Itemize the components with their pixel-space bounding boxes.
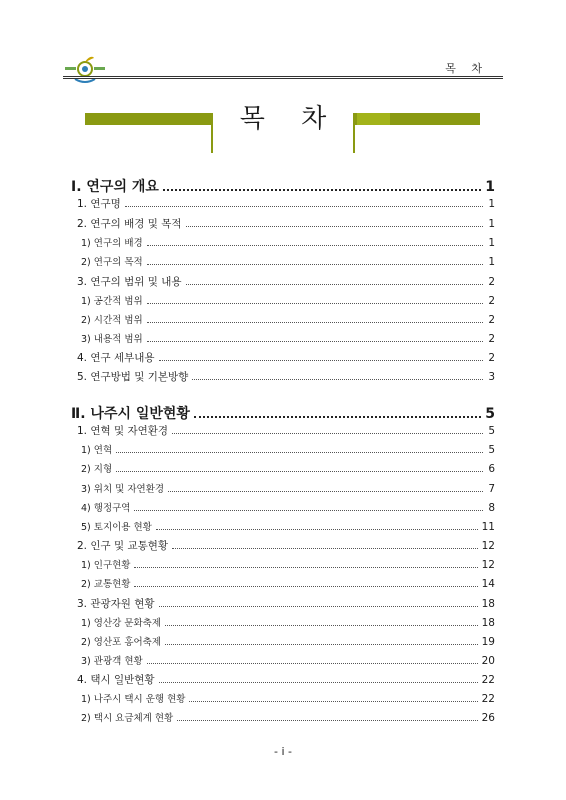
toc-leader-dots [159, 606, 478, 607]
toc-subsection[interactable] [71, 653, 495, 669]
header-rule [63, 76, 503, 77]
header-label: 목 차 [445, 62, 488, 75]
toc-entry-label: 1. 연혁 및 자연환경 [77, 425, 169, 437]
toc-entry-page: 14 [481, 578, 495, 590]
toc-entry-page: 1 [488, 198, 495, 210]
toc-entry-label: 2) 교통현황 [81, 579, 131, 590]
toc-entry-label: 3) 관광객 현황 [81, 656, 143, 667]
toc-leader-dots [172, 433, 483, 434]
toc-leader-dots [186, 226, 483, 227]
toc-subsection[interactable] [71, 500, 495, 516]
toc-chapter[interactable] [71, 176, 495, 195]
toc-subsection[interactable] [71, 442, 495, 458]
toc-leader-dots [159, 682, 478, 683]
city-logo-icon [63, 52, 109, 88]
toc-leader-dots [165, 625, 478, 626]
toc-entry-label: 2. 연구의 배경 및 목적 [77, 218, 182, 230]
toc-leader-dots [116, 471, 483, 472]
toc-entry-page: 7 [488, 483, 495, 495]
toc-entry-page: 2 [488, 314, 495, 326]
toc-leader-dots [134, 586, 477, 587]
toc-section[interactable] [71, 216, 495, 232]
toc-entry-label: 2) 영산포 홍어축제 [81, 637, 162, 648]
toc-entry-page: 5 [485, 406, 495, 422]
toc-entry-page: 26 [481, 712, 495, 724]
toc-leader-dots [134, 567, 477, 568]
toc-entry-label: 2) 지형 [81, 464, 113, 475]
toc-entry-label: Ⅰ. 연구의 개요 [71, 179, 159, 195]
toc-section[interactable] [71, 596, 495, 612]
toc-entry-label: 1) 연구의 배경 [81, 238, 143, 249]
toc-leader-dots [194, 416, 481, 418]
toc-entry-label: Ⅱ. 나주시 일반현황 [71, 406, 190, 422]
toc-subsection[interactable] [71, 331, 495, 347]
toc-entry-page: 2 [488, 295, 495, 307]
toc-entry-label: 1. 연구명 [77, 198, 121, 210]
title-bar-right-edge [353, 113, 355, 153]
toc-entry-page: 20 [481, 655, 495, 667]
toc-entry-label: 2) 연구의 목적 [81, 257, 143, 268]
toc-entry-page: 19 [481, 636, 495, 648]
toc-entry-label: 1) 인구현황 [81, 560, 131, 571]
toc-leader-dots [192, 379, 483, 380]
toc-subsection[interactable] [71, 710, 495, 726]
toc-leader-dots [147, 663, 478, 664]
toc-entry-page: 2 [488, 276, 495, 288]
toc-subsection[interactable] [71, 634, 495, 650]
toc-subsection[interactable] [71, 691, 495, 707]
toc-entry-page: 11 [481, 521, 495, 533]
toc-leader-dots [159, 360, 483, 361]
toc-entry-label: 2) 택시 요금체계 현황 [81, 713, 174, 724]
toc-leader-dots [177, 720, 477, 721]
toc-entry-label: 3) 위치 및 자연환경 [81, 484, 165, 495]
toc-section[interactable] [71, 350, 495, 366]
title-bar-right-accent [357, 113, 390, 125]
toc-entry-label: 1) 영산강 문화축제 [81, 618, 162, 629]
toc-entry-page: 22 [481, 674, 495, 686]
toc-leader-dots [189, 701, 477, 702]
toc-entry-label: 4. 연구 세부내용 [77, 352, 155, 364]
toc-entry-label: 2) 시간적 범위 [81, 315, 143, 326]
toc-section[interactable] [71, 274, 495, 290]
toc-subsection[interactable] [71, 254, 495, 270]
toc-subsection[interactable] [71, 576, 495, 592]
header-rule-secondary [63, 78, 503, 79]
toc-leader-dots [125, 206, 483, 207]
toc-entry-label: 5. 연구방법 및 기본방향 [77, 371, 189, 383]
toc-entry-page: 5 [488, 425, 495, 437]
toc-leader-dots [168, 491, 483, 492]
toc-subsection[interactable] [71, 312, 495, 328]
toc-entry-page: 18 [481, 617, 495, 629]
toc-section[interactable] [71, 369, 495, 385]
toc-leader-dots [147, 245, 483, 246]
toc-leader-dots [156, 529, 478, 530]
toc-entry-page: 12 [481, 540, 495, 552]
toc-subsection[interactable] [71, 235, 495, 251]
page-number: - i - [274, 745, 292, 758]
toc-subsection[interactable] [71, 615, 495, 631]
toc-section[interactable] [71, 672, 495, 688]
toc-entry-page: 22 [481, 693, 495, 705]
toc-entry-label: 4) 행정구역 [81, 503, 131, 514]
toc-entry-label: 1) 연혁 [81, 445, 113, 456]
toc-entry-page: 1 [488, 256, 495, 268]
toc-leader-dots [116, 452, 483, 453]
toc-leader-dots [134, 510, 483, 511]
toc-entry-label: 2. 인구 및 교통현황 [77, 540, 169, 552]
toc-leader-dots [147, 303, 483, 304]
toc-subsection[interactable] [71, 481, 495, 497]
toc-entry-label: 3) 내용적 범위 [81, 334, 143, 345]
toc-entry-page: 1 [485, 179, 495, 195]
toc-entry-page: 1 [488, 218, 495, 230]
toc-leader-dots [163, 189, 481, 191]
toc-leader-dots [186, 284, 483, 285]
toc-entry-page: 2 [488, 352, 495, 364]
toc-leader-dots [147, 341, 483, 342]
toc-leader-dots [147, 264, 483, 265]
toc-entry-label: 5) 토지이용 현황 [81, 522, 152, 533]
toc-leader-dots [165, 644, 478, 645]
toc-entry-page: 6 [488, 463, 495, 475]
toc-section[interactable] [71, 423, 495, 439]
toc-entry-label: 1) 공간적 범위 [81, 296, 143, 307]
toc-entry-page: 12 [481, 559, 495, 571]
toc-entry-label: 3. 연구의 범위 및 내용 [77, 276, 182, 288]
toc-entry-page: 3 [488, 371, 495, 383]
toc-section[interactable] [71, 196, 495, 212]
toc-section[interactable] [71, 538, 495, 554]
title-bar-left [85, 113, 212, 125]
toc-entry-page: 1 [488, 237, 495, 249]
toc-subsection[interactable] [71, 461, 495, 477]
toc-entry-page: 5 [488, 444, 495, 456]
toc-entry-label: 4. 택시 일반현황 [77, 674, 155, 686]
toc-entry-page: 2 [488, 333, 495, 345]
toc-leader-dots [147, 322, 483, 323]
toc-chapter[interactable] [71, 403, 495, 422]
toc-subsection[interactable] [71, 519, 495, 535]
toc-subsection[interactable] [71, 557, 495, 573]
toc-entry-label: 3. 관광자원 현황 [77, 598, 155, 610]
page-title: 목 차 [239, 104, 341, 134]
toc-entry-page: 8 [488, 502, 495, 514]
toc-leader-dots [172, 548, 478, 549]
toc-subsection[interactable] [71, 293, 495, 309]
toc-entry-label: 1) 나주시 택시 운행 현황 [81, 694, 186, 705]
toc-entry-page: 18 [481, 598, 495, 610]
